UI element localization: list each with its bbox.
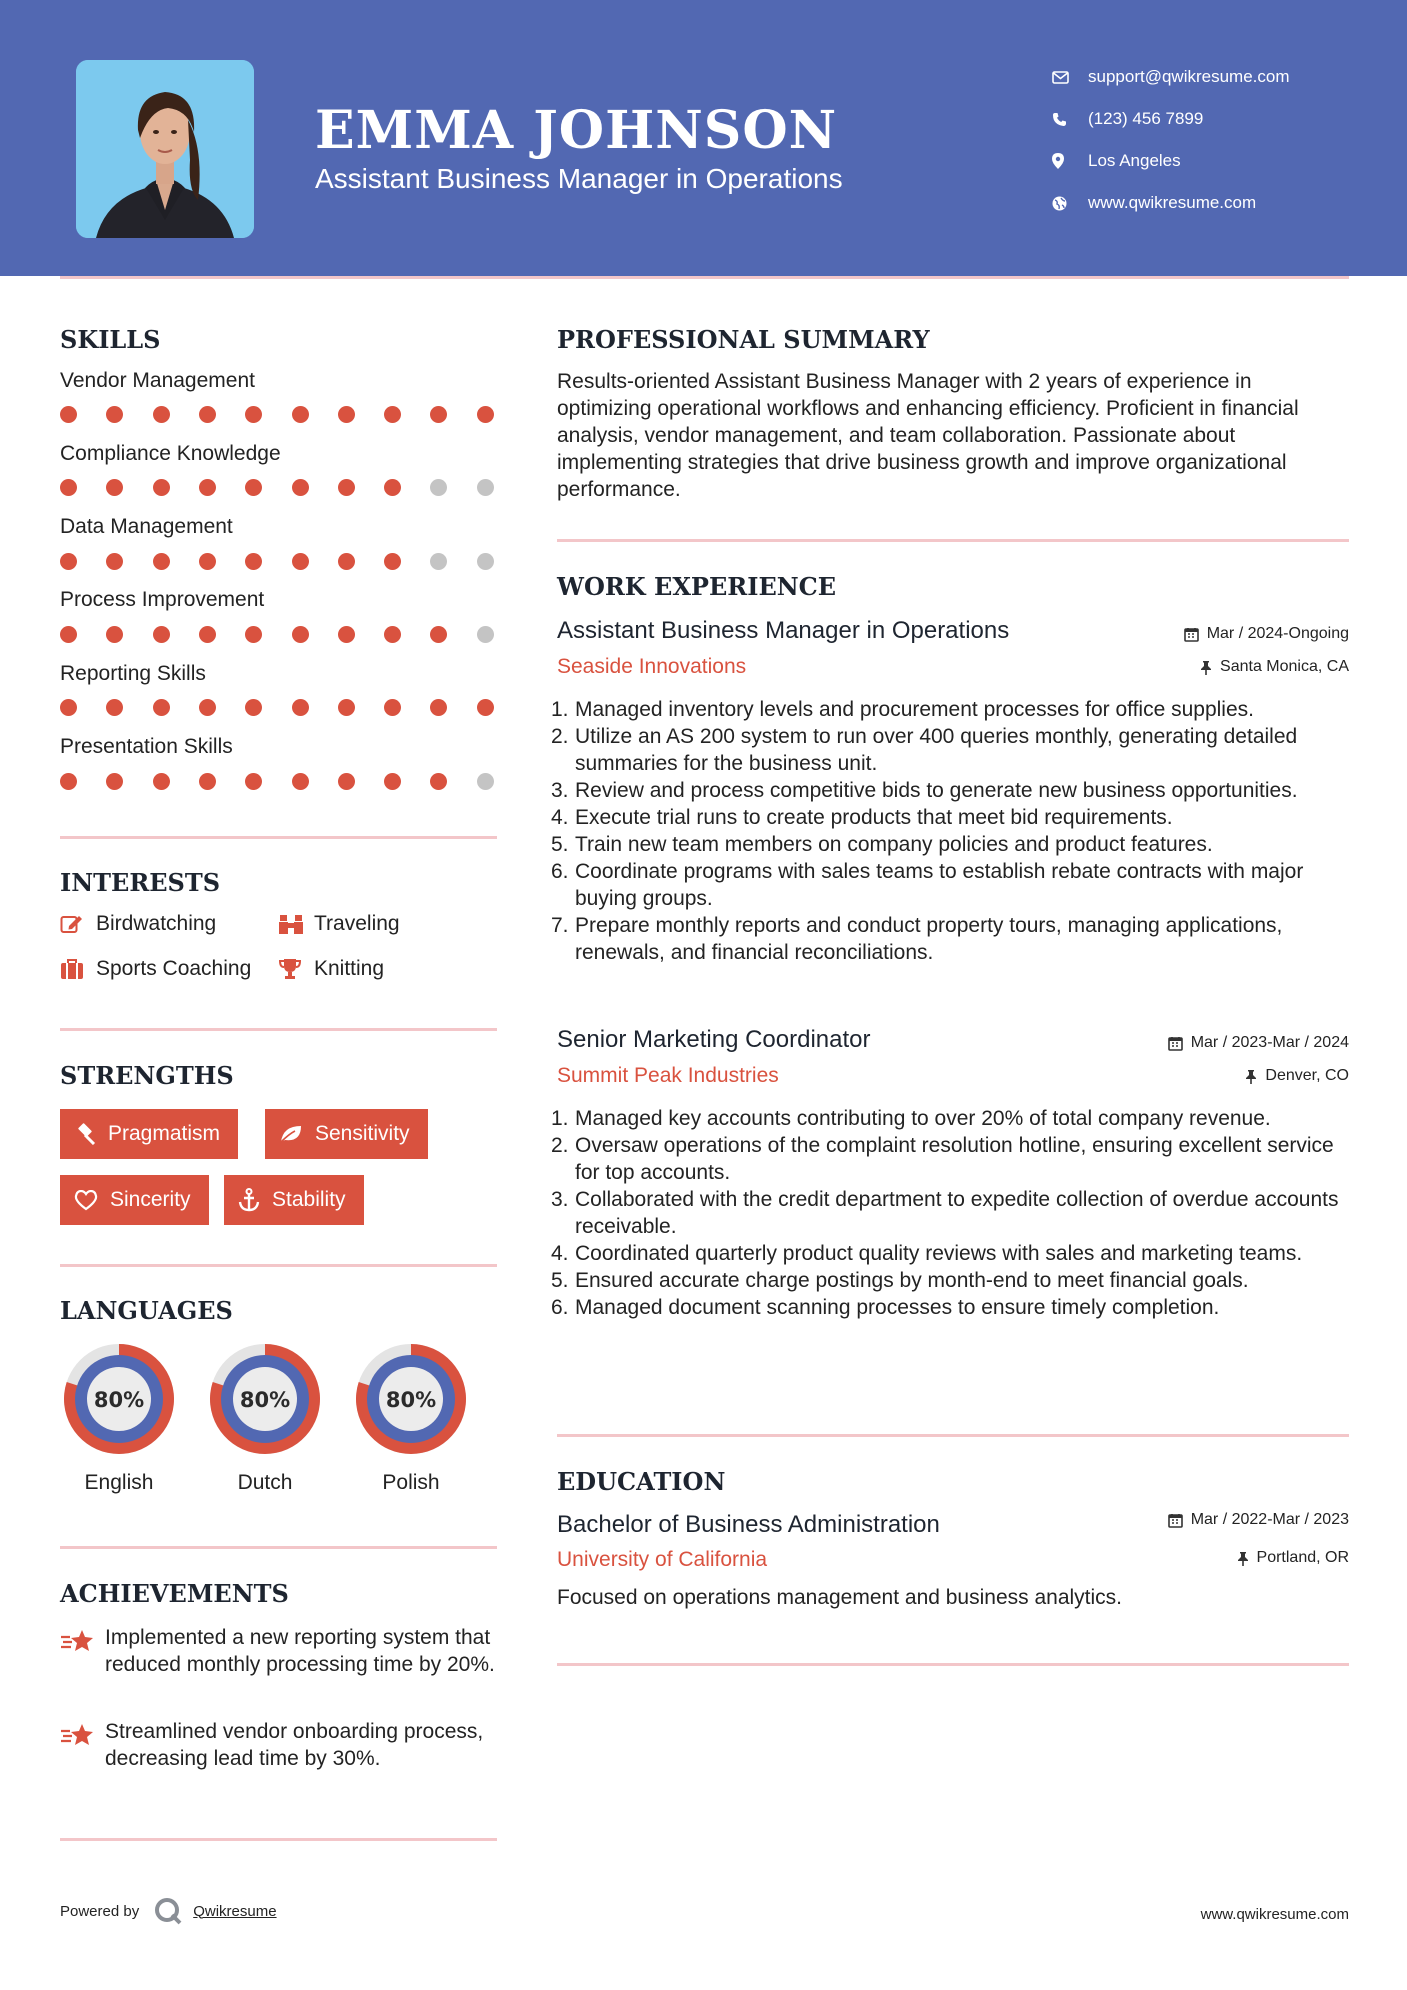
skill-dot [153,479,170,496]
skill-dot [199,553,216,570]
skill-dot [430,626,447,643]
language-ring [57,1337,181,1461]
skill-dot [60,406,77,423]
job-bullet: 4. Coordinated quarterly product quality reviews with sales and marketing teams. [551,1242,1303,1265]
skill-name: Data Management [60,515,233,538]
skill-dot [384,699,401,716]
skill-dot [292,773,309,790]
skill-dot [245,553,262,570]
language-name: Dutch [237,1471,293,1494]
qwikresume-link[interactable]: Qwikresume [193,1902,277,1920]
skill-dot [430,406,447,423]
skill-dot [106,479,123,496]
skill-dot [245,479,262,496]
strength-label: Stability [272,1188,346,1211]
contact-location [1052,140,1372,182]
achievement-item [60,1718,500,1772]
skill-dot [106,553,123,570]
interests-title: INTERESTS [60,868,221,897]
skill-name: Presentation Skills [60,735,233,758]
skill-dot [384,553,401,570]
job-bullet: 5. Ensured accurate charge postings by month-end to meet financial goals. [551,1269,1249,1292]
language-percent-label: 80% [385,1388,437,1412]
job-bullet: 1. Managed inventory levels and procurement processes for office supplies. [551,698,1254,721]
language-item [203,1337,327,1495]
contact-phone[interactable] [1052,98,1372,140]
job-bullet: 3. Review and process competitive bids to generate new business opportunities. [551,779,1298,802]
qwikresume-logo-icon [153,1896,183,1926]
footer-powered-by [60,1896,277,1926]
trophy-icon [278,958,314,980]
education-title: EDUCATION [557,1467,726,1496]
skill-dot [292,479,309,496]
degree-title: Bachelor of Business Administration [557,1511,940,1538]
contact-website[interactable] [1052,182,1372,224]
job-dates [1168,1034,1349,1052]
shooting-star-icon [60,1624,105,1678]
header-divider [60,276,1349,279]
skill-dot [338,773,355,790]
skill-dot [245,626,262,643]
section-divider [557,1663,1349,1666]
language-name: English [84,1471,154,1494]
interest-label: Knitting [314,957,385,980]
resume-header [0,0,1407,276]
section-divider [60,836,497,839]
skill-dot [430,699,447,716]
job-dates-text: Mar / 2023-Mar / 2024 [1190,1034,1349,1051]
skill-dot [292,626,309,643]
job-location [1245,1067,1349,1085]
skill-dot [338,406,355,423]
skill-dot [153,699,170,716]
section-divider [557,539,1349,542]
achievement-item [60,1624,500,1678]
job-dates-text: Mar / 2024-Ongoing [1206,625,1349,642]
job-location-text: Denver, CO [1265,1067,1349,1084]
footer-website[interactable]: www.qwikresume.com [1200,1906,1349,1923]
skill-name: Process Improvement [60,588,265,611]
skill-dot [477,626,494,643]
education-dates-text: Mar / 2022-Mar / 2023 [1190,1511,1349,1528]
skill-rating [60,699,500,717]
skill-dot [384,479,401,496]
pushpin-icon [1245,1069,1257,1084]
job-bullet: 3. Collaborated with the credit department to expedite collection of overdue accounts receivable. [551,1188,1339,1238]
interest-item [60,912,216,936]
interest-item [60,957,251,981]
job-bullet: 7. Prepare monthly reports and conduct property tours, managing applications, renewals, and financial reconciliations. [551,914,1283,964]
job-bullets [551,696,1349,966]
map-pin-icon [1052,153,1088,169]
pencil-square-icon [60,913,96,935]
skill-dot [199,626,216,643]
company-name: Summit Peak Industries [557,1064,779,1087]
globe-icon [1052,196,1088,211]
job-bullet: 2. Oversaw operations of the complaint resolution hotline, ensuring excellent service for top accounts. [551,1134,1334,1184]
interest-label: Sports Coaching [96,957,252,980]
summary-text: Results-oriented Assistant Business Manager with 2 years of experience in optimizing operational workflows and enhancing efficiency. Proficient in financial analysis, vendor management, and team collaboration. Passionate about implementing strategies that drive business growth and improve organizational performance. [557,370,1299,501]
job-bullet: 6. Coordinate programs with sales teams to establish rebate contracts with major buying groups. [551,860,1304,910]
job-bullet: 1. Managed key accounts contributing to over 20% of total company revenue. [551,1107,1271,1130]
contact-phone-text: (123) 456 7899 [1088,109,1204,128]
calendar-icon [1184,627,1199,642]
strength-tag [60,1109,238,1159]
language-ring [203,1337,327,1461]
skill-dot [477,479,494,496]
skill-dot [477,699,494,716]
skill-dot [60,773,77,790]
calendar-icon [1168,1036,1183,1051]
interest-label: Birdwatching [96,912,217,935]
candidate-role: Assistant Business Manager in Operations [315,163,843,194]
skill-dot [477,773,494,790]
interest-item [278,957,384,981]
section-divider [557,1434,1349,1437]
strengths-title: STRENGTHS [60,1061,234,1090]
skill-dot [384,626,401,643]
skill-dot [199,773,216,790]
skill-dot [338,479,355,496]
skill-dot [60,553,77,570]
contact-list [1052,56,1372,224]
strength-tag [224,1175,364,1225]
skill-rating [60,626,500,644]
skill-dot [384,406,401,423]
skill-dot [60,479,77,496]
candidate-name: EMMA JOHNSON [315,100,838,161]
achievements-title: ACHIEVEMENTS [60,1579,289,1608]
strength-label: Sensitivity [315,1122,410,1145]
skill-dot [430,773,447,790]
language-item [57,1337,181,1495]
profile-photo [76,60,254,238]
skill-dot [153,626,170,643]
section-divider [60,1546,497,1549]
experience-title: WORK EXPERIENCE [557,572,837,601]
skill-rating [60,479,500,497]
skill-dot [60,699,77,716]
education-location-text: Portland, OR [1256,1549,1349,1566]
contact-email-text: support@qwikresume.com [1088,67,1290,86]
language-name: Polish [382,1471,440,1494]
skill-dot [292,699,309,716]
skill-dot [153,406,170,423]
skill-name: Reporting Skills [60,662,206,685]
skill-dot [199,699,216,716]
skill-dot [338,626,355,643]
skill-dot [106,406,123,423]
section-divider [60,1838,497,1841]
skill-dot [153,773,170,790]
skill-dot [106,626,123,643]
skill-dot [477,406,494,423]
job-bullet: 2. Utilize an AS 200 system to run over 400 queries monthly, generating detailed summaries for the business unit. [551,725,1298,775]
skill-dot [477,553,494,570]
phone-icon [1052,112,1088,127]
heart-icon [74,1190,98,1211]
contact-website-text: www.qwikresume.com [1088,193,1257,212]
interest-label: Traveling [314,912,400,935]
section-divider [60,1028,497,1031]
strength-label: Pragmatism [108,1122,221,1145]
skill-dot [153,553,170,570]
job-title: Assistant Business Manager in Operations [557,617,1010,644]
skill-dot [106,699,123,716]
job-bullet: 4. Execute trial runs to create products that meet bid requirements. [551,806,1173,829]
briefcase-icon [60,958,96,980]
job-location-text: Santa Monica, CA [1220,658,1349,675]
calendar-icon [1168,1513,1183,1528]
envelope-icon [1052,71,1088,84]
shooting-star-icon [60,1718,105,1772]
skill-name: Compliance Knowledge [60,442,281,465]
skill-dot [292,553,309,570]
language-percent-label: 80% [93,1388,145,1412]
company-name: Seaside Innovations [557,655,747,678]
gavel-icon [74,1123,96,1145]
skill-name: Vendor Management [60,369,255,392]
contact-email[interactable] [1052,56,1372,98]
leaf-icon [279,1124,303,1144]
section-divider [60,1264,497,1267]
job-bullets [551,1105,1349,1321]
job-title: Senior Marketing Coordinator [557,1026,871,1053]
strength-tag [60,1175,209,1225]
strength-tag [265,1109,428,1159]
skill-dot [338,553,355,570]
skill-rating [60,553,500,571]
powered-by-text: Powered by [60,1902,140,1920]
skill-dot [384,773,401,790]
interest-item [278,912,400,936]
skill-dot [245,699,262,716]
language-item [349,1337,473,1495]
strength-label: Sincerity [110,1188,191,1211]
pushpin-icon [1200,660,1212,675]
skill-dot [245,406,262,423]
skills-title: SKILLS [60,325,161,354]
school-name: University of California [557,1548,768,1571]
contact-location-text: Los Angeles [1088,151,1181,170]
pushpin-icon [1237,1551,1249,1566]
job-bullet: 5. Train new team members on company policies and product features. [551,833,1213,856]
skill-rating [60,773,500,791]
anchor-icon [238,1188,260,1212]
skill-dot [430,553,447,570]
skill-dot [245,773,262,790]
binoculars-icon [278,913,314,935]
education-location [1237,1549,1349,1567]
skill-dot [292,406,309,423]
achievement-text: Implemented a new reporting system that reduced monthly processing time by 20%. [105,1626,495,1676]
skill-dot [199,406,216,423]
education-dates [1168,1511,1349,1529]
skill-dot [106,773,123,790]
summary-title: PROFESSIONAL SUMMARY [557,325,930,354]
job-bullet: 6. Managed document scanning processes to ensure timely completion. [551,1296,1220,1319]
education-description: Focused on operations management and business analytics. [557,1586,1123,1609]
language-percent-label: 80% [239,1388,291,1412]
skill-dot [60,626,77,643]
achievement-text: Streamlined vendor onboarding process, decreasing lead time by 30%. [105,1720,484,1770]
skill-dot [199,479,216,496]
language-ring [349,1337,473,1461]
skill-dot [430,479,447,496]
job-location [1200,658,1349,676]
skill-rating [60,406,500,424]
languages-title: LANGUAGES [60,1296,233,1325]
skill-dot [338,699,355,716]
job-dates [1184,625,1349,643]
